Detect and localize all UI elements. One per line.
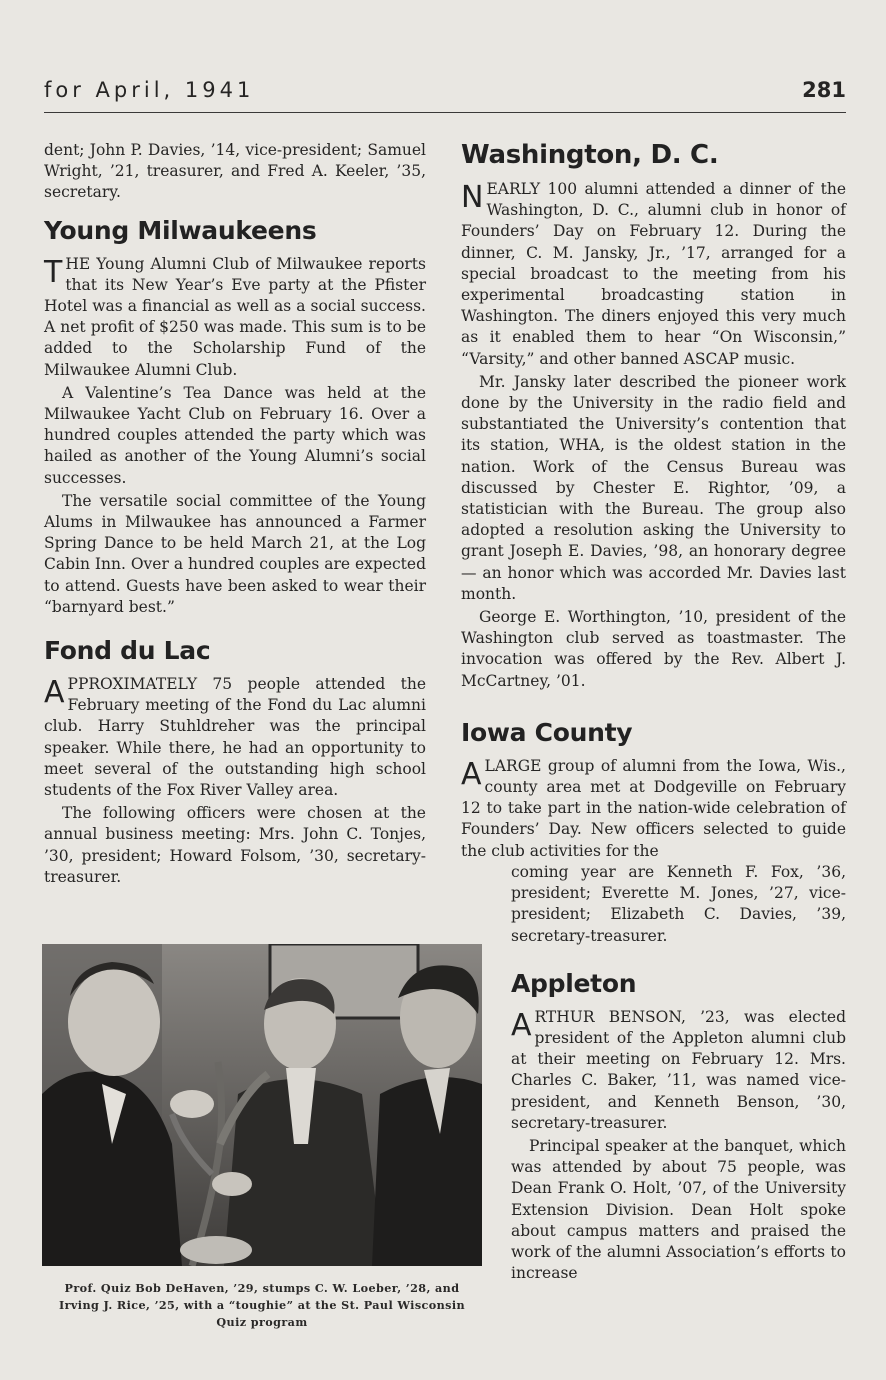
appleton-paragraph-2: Principal speaker at the banquet, which was attended by about 75 people, was Dean Frank O. Holt, ’07, of the University Extension Division. Dean Holt spoke about campus matters and praised the work of the alumni Association’s efforts to increase <box>511 1136 846 1283</box>
page-header <box>44 78 846 113</box>
young-milwaukeeans-paragraph-2: A Valentine’s Tea Dance was held at the Milwaukee Yacht Club on February 16. Over a hundred couples attended the party which was hailed as another of the Young Alumni’s social successes. <box>44 383 426 487</box>
heading-young-milwaukeeans: Young Milwaukeens <box>44 215 317 245</box>
issue-date: for April, 1941 <box>44 78 255 102</box>
drop-cap: N <box>461 180 484 215</box>
right-column <box>461 140 846 1284</box>
photo-caption: Prof. Quiz Bob DeHaven, ’29, stumps C. W. Loeber, ’28, and Irving J. Rice, ’25, with a “toughie” at the St. Paul Wisconsin Quiz program <box>58 1281 466 1329</box>
heading-appleton: Appleton <box>511 968 637 998</box>
intro-paragraph: dent; John P. Davies, ’14, vice-president; Samuel Wright, ’21, treasurer, and Fred A. Keeler, ’35, secretary. <box>44 141 426 202</box>
photo-three-men <box>42 944 482 1266</box>
drop-cap: T <box>44 254 63 290</box>
iowa-county-paragraph-1b: coming year are Kenneth F. Fox, ’36, president; Everette M. Jones, ’27, vice-president; Elizabeth C. Davies, ’39, secretary-treasurer. <box>511 862 846 945</box>
heading-fond-du-lac: Fond du Lac <box>44 636 211 666</box>
page-number: 281 <box>802 78 846 102</box>
iowa-county-paragraph-1a: ALARGE group of alumni from the Iowa, Wis., county area met at Dodgeville on February 12 to take part in the nation-wide celebration of Founders’ Day. New officers selected to guide the club activities for the <box>461 756 846 860</box>
fond-du-lac-paragraph-2: The following officers were chosen at the annual business meeting: Mrs. John C. Tonjes, ’30, president; Howard Folsom, ’30, secretary-treasurer. <box>44 804 426 886</box>
appleton-section <box>511 1007 846 1285</box>
left-column <box>44 140 426 888</box>
appleton-paragraph-1: ARTHUR BENSON, ’23, was elected president of the Appleton alumni club at their meeting on February 12. Mrs. Charles C. Baker, ’11, was named vice-president, and Kenneth Benson, ’30, secretary-treasurer. <box>511 1007 846 1132</box>
washington-paragraph-2: Mr. Jansky later described the pioneer work done by the University in the radio field and substantiated the University’s contention that its station, WHA, is the oldest station in the nation. Work of the Census Bureau was discussed by Chester E. Rightor, ’09, a statistician with the Bureau. The group also adopted a resolution asking the University to grant Joseph E. Davies, ’98, an honorary degree — an honor which was accorded Mr. Davies last month. <box>461 372 846 603</box>
washington-paragraph-3: George E. Worthington, ’10, president of the Washington club served as toastmaster. The invocation was offered by the Rev. Albert J. McCartney, ’01. <box>461 608 846 690</box>
washington-paragraph-1: NEARLY 100 alumni attended a dinner of the Washington, D. C., alumni club in honor of Founders’ Day on February 12. During the dinner, C. M. Jansky, Jr., ’17, arranged for a special broadcast to the meeting from his experimental broadcasting station in Washington. The diners enjoyed this very much as it enabled them to hear “On Wisconsin,” “Varsity,” and other banned ASCAP music. <box>461 180 846 368</box>
drop-cap: A <box>461 756 482 792</box>
drop-cap: A <box>511 1007 532 1043</box>
heading-washington-dc: Washington, D. C. <box>461 140 719 170</box>
young-milwaukeeans-paragraph-1: THE Young Alumni Club of Milwaukee reports that its New Year’s Eve party at the Pfister Hotel was a financial as well as a social success. A net profit of $250 was made. This sum is to be added to the Scholarship Fund of the Milwaukee Alumni Club. <box>44 254 426 379</box>
photo-illustration <box>42 944 482 1266</box>
young-milwaukeeans-paragraph-3: The versatile social committee of the Young Alums in Milwaukee has announced a Farmer Spring Dance to be held March 21, at the Log Cabin Inn. Over a hundred couples are expected to attend. Guests have been asked to wear their “barnyard best.” <box>44 491 426 616</box>
heading-iowa-county: Iowa County <box>461 717 633 747</box>
drop-cap: A <box>44 675 65 711</box>
fond-du-lac-paragraph-1: APPROXIMATELY 75 people attended the February meeting of the Fond du Lac alumni club. Harry Stuhldreher was the principal speaker. While there, he had an opportunity to meet several of the outstanding high school students of the Fox River Valley area. <box>44 675 426 800</box>
